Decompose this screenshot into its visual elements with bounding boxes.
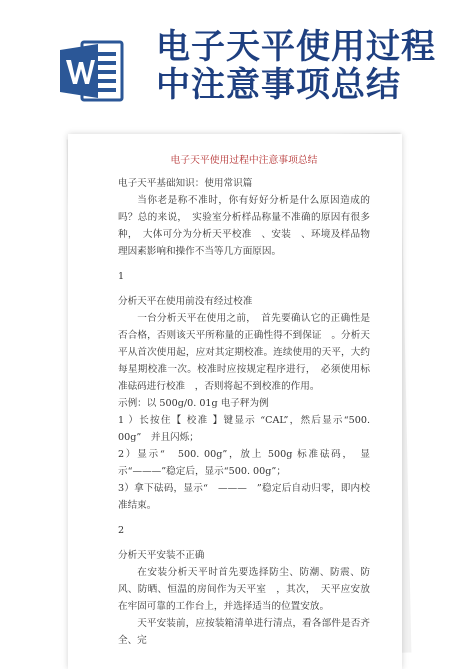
section-number-1: 1 (118, 271, 125, 282)
banner-title-line-1: 电子天平使用过程 (156, 27, 436, 67)
paragraph-calibration: 一台分析天平在使用之前， 首先要确认它的正确性是否合格，否则该天平所称量的正确性得不到保证 。分析天平从首次使用起，应对其定期校准。连续使用的天平，大约每星期校准一次。校准时应按规定程序进行， 必须使用标准砝码进行校准 ，否则将起不到校准的作用。 (118, 313, 370, 392)
section-heading-1: 分析天平在使用前没有经过校准 (118, 296, 253, 307)
section-heading: 电子天平基础知识：使用常识篇 (118, 178, 253, 189)
banner-title (156, 28, 456, 104)
section-heading-2: 分析天平安装不正确 (118, 550, 205, 561)
paragraph-intro: 当你老是称不准时，你有好好分析是什么原因造成的吗？总的来说， 实验室分析样品称量不准确的原因有很多种， 大体可分为分析天平校准 、安装 、环境及样品物理因素影响和操作不当等几方面原因。 (118, 195, 370, 257)
step-2: 2）显示“ 500. 00g”，放上 500g 标准砝码， 显示“———”稳定后，显示“500. 00g”； (118, 449, 370, 477)
example-line: 示例：以 500g/0. 01g 电子秤为例 (118, 398, 269, 409)
step-3: 3）拿下砝码，显示“ ——— ”稳定后自动归零，即内校准结束。 (118, 483, 370, 511)
document-title: 电子天平使用过程中注意事项总结 (170, 155, 318, 166)
section-number-2: 2 (118, 525, 125, 536)
paragraph-installation: 在安装分析天平时首先要选择防尘、防潮、防震、防风、防晒、恒温的房间作为天平室 ，其次， 天平应安放在牢固可靠的工作台上，并选择适当的位置安放。 (118, 567, 370, 612)
step-1: 1 ）长按住【 校准 】键显示 “CAL”，然后显示“500. 00g” 并且闪烁； (118, 415, 370, 443)
paragraph-checklist: 天平安装前，应按装箱清单进行清点，看各部件是否齐全、完 (118, 618, 370, 646)
word-document-icon (58, 36, 128, 106)
banner-title-line-2: 中注意事项总结 (156, 65, 401, 105)
document-body (118, 152, 370, 649)
header-banner (0, 0, 474, 120)
document-page (68, 134, 402, 669)
